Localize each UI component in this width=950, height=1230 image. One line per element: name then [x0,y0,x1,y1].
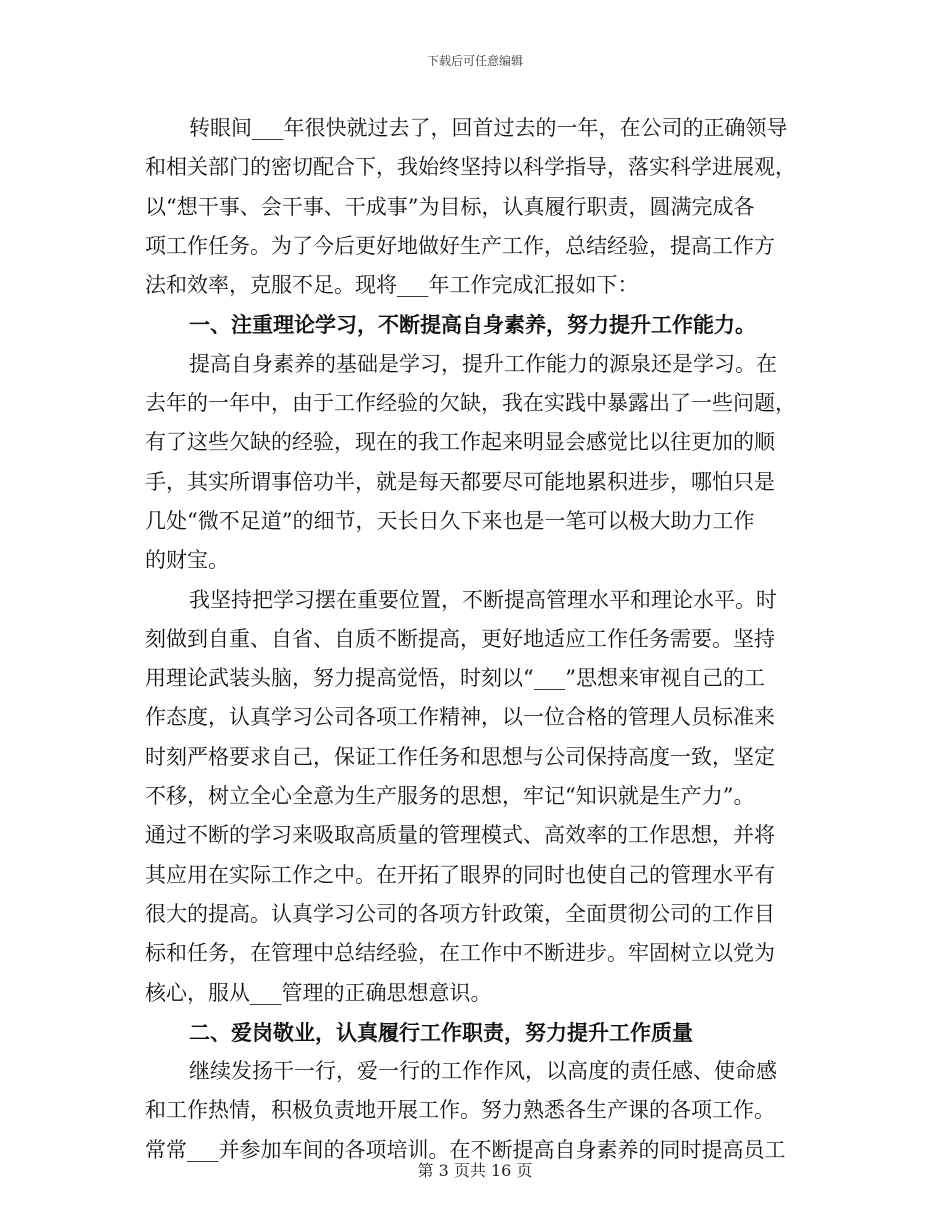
paragraph-line: 时刻严格要求自己，保证工作任务和思想与公司保持高度一致，坚定 [145,744,775,769]
paragraph-line: 核心，服从___管理的正确思想意识。 [145,980,492,1005]
page-header: 下载后可任意编辑 [426,54,523,68]
paragraph-line: 标和任务，在管理中总结经验，在工作中不断进步。牢固树立以党为 [145,941,775,966]
paragraph-line: 很大的提高。认真学习公司的各项方针政策，全面贯彻公司的工作目 [145,901,775,926]
paragraph-line: 用理论武装头脑，努力提高觉悟，时刻以“___”思想来审视自己的工 [145,666,765,691]
section-heading-1: 一、注重理论学习，不断提高自身素养，努力提升工作能力。 [189,312,756,338]
page-footer: 第 3 页共 16 页 [417,1161,533,1180]
paragraph-line: 和相关部门的密切配合下，我始终坚持以科学指导，落实科学进展观， [145,155,796,180]
section-heading-2: 二、爱岗敬业，认真履行工作职责，努力提升工作质量 [189,1019,693,1045]
paragraph-line: 刻做到自重、自省、自质不断提高，更好地适应工作任务需要。坚持 [145,626,775,651]
paragraph-line: 有了这些欠缺的经验，现在的我工作起来明显会感觉比以往更加的顺 [145,430,775,455]
paragraph-line: 我坚持把学习摆在重要位置，不断提高管理水平和理论水平。时 [189,587,777,612]
paragraph-line: 去年的一年中，由于工作经验的欠缺，我在实践中暴露出了一些问题， [145,391,796,416]
paragraph-line: 的财宝。 [145,548,229,573]
paragraph-line: 常常___并参加车间的各项培训。在不断提高自身素养的同时提高员工 [145,1137,786,1162]
paragraph-line: 手，其实所谓事倍功半，就是每天都要尽可能地累积进步，哪怕只是 [145,469,775,494]
paragraph-line: 几处“微不足道”的细节，天长日久下来也是一笔可以极大助力工作 [145,508,755,533]
paragraph-line: 提高自身素养的基础是学习，提升工作能力的源泉还是学习。在 [189,351,777,376]
paragraph-line: 以“想干事、会干事、干成事”为目标，认真履行职责，圆满完成各 [145,194,755,219]
paragraph-line: 和工作热情，积极负责地开展工作。努力熟悉各生产课的各项工作。 [145,1098,775,1123]
paragraph-line: 法和效率，克服不足。现将___年工作完成汇报如下： [145,273,639,298]
paragraph-line: 其应用在实际工作之中。在开拓了眼界的同时也使自己的管理水平有 [145,862,775,887]
paragraph-line: 不移，树立全心全意为生产服务的思想，牢记“知识就是生产力”。 [145,784,755,809]
paragraph-line: 作态度，认真学习公司各项工作精神，以一位合格的管理人员标准来 [145,705,775,730]
paragraph-line: 项工作任务。为了今后更好地做好生产工作，总结经验，提高工作方 [145,233,775,258]
document-body [145,109,805,1170]
paragraph-line: 继续发扬干一行，爱一行的工作作风，以高度的责任感、使命感 [189,1059,777,1084]
paragraph-line: 转眼间___年很快就过去了，回首过去的一年，在公司的正确领导 [189,116,788,140]
paragraph-line: 通过不断的学习来吸取高质量的管理模式、高效率的工作思想，并将 [145,823,775,848]
